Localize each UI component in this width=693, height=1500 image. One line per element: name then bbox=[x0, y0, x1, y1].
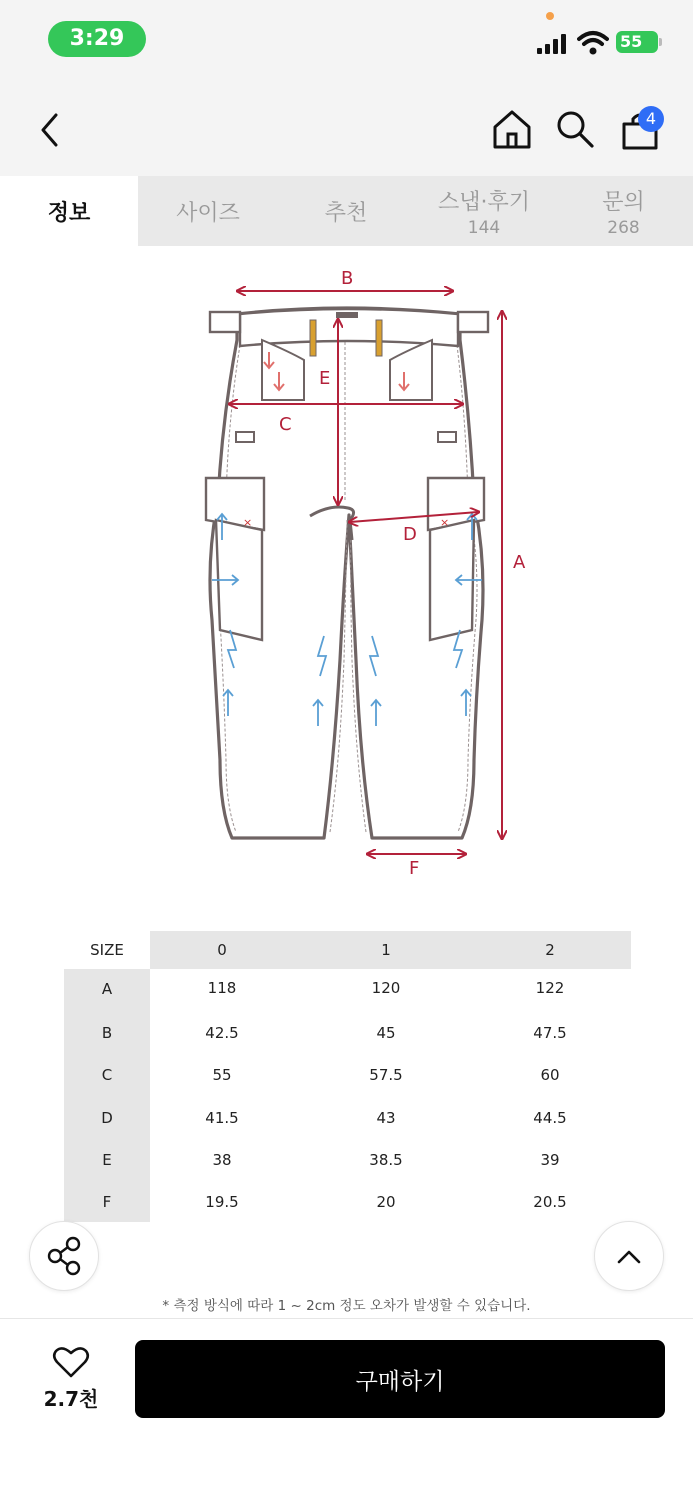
scroll-top-button[interactable] bbox=[594, 1221, 664, 1291]
share-icon bbox=[30, 1222, 98, 1290]
wifi-icon bbox=[577, 30, 609, 56]
size-diagram bbox=[180, 262, 540, 882]
svg-text:×: × bbox=[243, 516, 253, 529]
row-label: D bbox=[101, 1109, 113, 1127]
table-cell: 60 bbox=[540, 1066, 560, 1084]
cart-count-badge: 4 bbox=[638, 106, 664, 132]
status-time: 3:29 bbox=[48, 21, 146, 57]
label-C: C bbox=[279, 414, 292, 435]
size-header: SIZE bbox=[90, 941, 124, 959]
size-table-rowlabel-bg bbox=[64, 969, 150, 1222]
like-count: 2.7천 bbox=[43, 1387, 99, 1411]
signal-icon bbox=[536, 33, 570, 55]
row-label: E bbox=[102, 1151, 112, 1169]
heart-icon[interactable] bbox=[51, 1344, 91, 1380]
table-cell: 20.5 bbox=[533, 1193, 567, 1211]
tab-label: 문의 bbox=[602, 189, 645, 215]
chevron-up-icon bbox=[595, 1222, 663, 1290]
table-cell: 120 bbox=[371, 979, 401, 997]
table-cell: 122 bbox=[535, 979, 565, 997]
brand-tag bbox=[336, 312, 358, 318]
label-A: A bbox=[513, 552, 526, 573]
table-cell: 39 bbox=[540, 1151, 560, 1169]
size-col-0: 0 bbox=[217, 941, 227, 959]
table-cell: 20 bbox=[376, 1193, 396, 1211]
tab-inquiry[interactable] bbox=[554, 176, 693, 246]
home-icon[interactable] bbox=[490, 108, 534, 152]
table-cell: 41.5 bbox=[205, 1109, 239, 1127]
svg-text:×: × bbox=[440, 516, 450, 529]
table-cell: 42.5 bbox=[205, 1024, 239, 1042]
battery-cap bbox=[659, 38, 662, 46]
tab-label: 사이즈 bbox=[176, 200, 240, 226]
tab-recommend[interactable] bbox=[278, 176, 414, 246]
row-label: A bbox=[101, 980, 113, 998]
tab-label: 스냅·후기 bbox=[437, 189, 530, 215]
size-col-2: 2 bbox=[545, 941, 555, 959]
battery-indicator: 55 bbox=[616, 31, 658, 53]
tab-info[interactable] bbox=[0, 176, 138, 246]
back-icon[interactable] bbox=[36, 112, 66, 148]
label-B: B bbox=[341, 268, 354, 289]
row-label: B bbox=[101, 1024, 113, 1042]
buy-button[interactable]: 구매하기 bbox=[135, 1340, 665, 1418]
table-cell: 45 bbox=[376, 1024, 396, 1042]
privacy-indicator bbox=[546, 12, 554, 20]
tab-label: 정보 bbox=[47, 200, 91, 226]
label-E: E bbox=[319, 368, 331, 389]
tab-size[interactable] bbox=[138, 176, 278, 246]
table-cell: 57.5 bbox=[369, 1066, 403, 1084]
measurement-note: * 측정 방식에 따라 1 ~ 2cm 정도 오차가 발생할 수 있습니다. bbox=[162, 1298, 531, 1314]
table-cell: 43 bbox=[376, 1109, 396, 1127]
table-cell: 47.5 bbox=[533, 1024, 567, 1042]
share-button[interactable] bbox=[29, 1221, 99, 1291]
table-cell: 38 bbox=[212, 1151, 232, 1169]
table-cell: 55 bbox=[212, 1066, 232, 1084]
table-cell: 118 bbox=[207, 979, 237, 997]
table-cell: 38.5 bbox=[369, 1151, 403, 1169]
label-D: D bbox=[403, 524, 417, 545]
tab-label: 추천 bbox=[324, 200, 368, 226]
bottom-divider bbox=[0, 1318, 693, 1319]
row-label: C bbox=[101, 1066, 113, 1084]
search-icon[interactable] bbox=[554, 108, 596, 150]
label-F: F bbox=[409, 858, 420, 879]
table-cell: 19.5 bbox=[205, 1193, 239, 1211]
tab-count: 144 bbox=[467, 217, 501, 238]
size-col-1: 1 bbox=[381, 941, 391, 959]
tab-count: 268 bbox=[607, 217, 640, 238]
tab-reviews[interactable] bbox=[414, 176, 554, 246]
row-label: F bbox=[102, 1193, 112, 1211]
table-cell: 44.5 bbox=[533, 1109, 567, 1127]
